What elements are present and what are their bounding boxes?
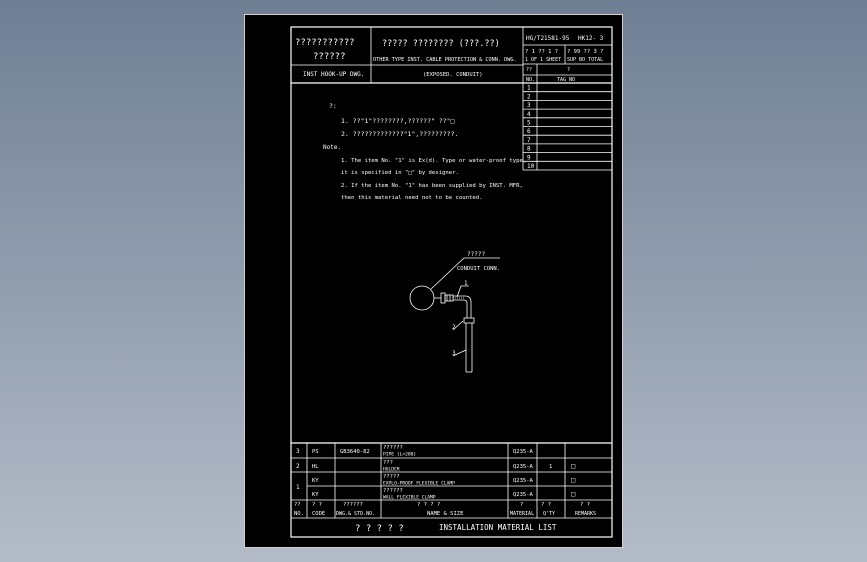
notes-cn-item-2: 2. ?????????????"1",?????????. xyxy=(341,130,459,138)
conduit-diagram xyxy=(410,251,500,372)
callout-cn: ????? xyxy=(467,251,486,258)
notes-en-heading: Note. xyxy=(323,144,342,151)
notes-cn-heading: ?: xyxy=(329,102,337,110)
bom-footer-en: INSTALLATION MATERIAL LIST xyxy=(439,523,557,532)
bom-row-remark: □ xyxy=(571,462,576,470)
drawing-number: HG/T21581-95 xyxy=(526,35,570,42)
bom-row-name-cn: ?????? xyxy=(383,445,403,451)
bom-head-code: CODE xyxy=(312,511,326,517)
notes-en-item-1b: it is specified in "□" by designer. xyxy=(341,170,459,176)
bom-row-no: 1 xyxy=(296,484,300,491)
bom-head-name-cn: ? ? ? ? xyxy=(417,502,441,508)
cad-drawing xyxy=(245,15,624,549)
title-left-mid: ?????? xyxy=(313,52,346,62)
bom-row-remark: □ xyxy=(571,476,576,484)
tag-header-no: NO. xyxy=(526,77,536,83)
bom-head-code-cn: ? ? xyxy=(312,502,322,508)
bom-footer-cn: ? ? ? ? ? xyxy=(355,524,404,534)
bom-head-rem: REMARKS xyxy=(575,511,597,517)
bom-head-rem-cn: ? ? xyxy=(580,502,590,508)
sheet-reference: HK12- 3 xyxy=(578,35,604,42)
bom-row-material: Q235-A xyxy=(513,492,533,498)
bom-row-name-cn: ????? xyxy=(383,474,400,480)
bom-head-name: NAME & SIZE xyxy=(427,511,464,517)
page-count-en: SUP BO TOTAL xyxy=(567,57,604,63)
notes-cn-item-1: 1. ??"1"????????,??????" ??"□ xyxy=(341,117,455,125)
bom-row-code: KY xyxy=(312,492,319,498)
bom-head-std-cn: ?????? xyxy=(343,502,363,508)
instrument-circle xyxy=(410,286,434,310)
bom-row-name-en: WALL FLEXIBLE CLAMP xyxy=(383,495,436,501)
sheet-count-en: 1 OF 1 SHEET xyxy=(525,57,562,63)
bom-row-std: GB3640-82 xyxy=(340,449,370,455)
tag-row-number: 3 xyxy=(527,102,531,110)
bom-head-no-cn: ?? xyxy=(294,502,301,508)
sheet-count-cn: ? 1 ?? 1 ? xyxy=(525,49,559,55)
notes-section xyxy=(323,102,526,201)
material-list-table xyxy=(291,443,612,534)
bom-head-qty: Q'TY xyxy=(543,511,556,517)
title-left-top: ??????????? xyxy=(295,38,355,48)
bom-head-mat-cn: ? xyxy=(520,502,524,508)
item-label-3: 3 xyxy=(452,350,456,357)
tag-header-tag-cn: ? xyxy=(567,67,571,73)
page-count-cn: ? 99 ?? 3 ? xyxy=(567,49,604,55)
bom-row-name-en: EXPLO-PROOF FLEXIBLE CLAMP xyxy=(383,481,455,487)
bom-row-name-cn: ??? xyxy=(383,460,393,466)
drawing-sheet xyxy=(244,14,623,548)
bom-head-mat: MATERIAL xyxy=(510,511,535,517)
bom-row-name-en: PIPE (L=200) xyxy=(383,452,417,458)
bom-head-no: NO. xyxy=(294,511,304,517)
title-center-top: ????? ???????? (???.??) xyxy=(382,39,500,49)
bom-row-name-en: HOLDER xyxy=(383,467,400,473)
item-label-1: 1 xyxy=(464,280,468,287)
tag-row-number: 2 xyxy=(527,93,531,101)
bom-row-code: PS xyxy=(312,449,319,455)
tag-row-number: 9 xyxy=(527,154,531,162)
notes-en-item-2a: 2. If the item No. "1" has been supplied by INST. MFR, xyxy=(341,183,523,189)
bom-head-qty-cn: ? ? xyxy=(541,502,551,508)
tag-row-number: 6 xyxy=(527,128,531,136)
tag-row-number: 5 xyxy=(527,119,531,127)
bom-row-material: Q235-A xyxy=(513,464,533,470)
tag-row-number: 8 xyxy=(527,145,531,153)
tag-row-number: 7 xyxy=(527,136,531,144)
title-left-bottom: INST HOOK-UP DWG. xyxy=(303,71,365,78)
bom-row-qty: 1 xyxy=(549,464,553,470)
tag-table xyxy=(523,64,612,170)
item-label-2: 2 xyxy=(452,324,456,331)
tag-row-number: 10 xyxy=(527,163,535,170)
tag-row-number: 1 xyxy=(527,84,531,92)
tag-header-tag: TAG NO xyxy=(557,77,576,83)
bom-row-no: 3 xyxy=(296,448,300,455)
notes-en-item-1a: 1. The item No. "1" is Ex(d). Type or water-proof type, xyxy=(341,158,527,164)
bom-head-std: DWG.& STD.NO. xyxy=(336,511,376,517)
callout-en: CONDUIT CONN. xyxy=(457,266,501,272)
inner-frame xyxy=(291,27,612,537)
bom-row-material: Q235-A xyxy=(513,478,533,484)
bom-row-code: HL xyxy=(312,464,319,470)
title-center-bottom: (EXPOSED. CONDUIT) xyxy=(423,72,483,78)
title-center-mid: OTHER TYPE INST. CABLE PROTECTION & CONN. DWG. xyxy=(373,57,517,63)
bom-row-material: Q235-A xyxy=(513,449,533,455)
bom-row-name-cn: ?????? xyxy=(383,488,403,494)
bom-row-no: 2 xyxy=(296,463,300,470)
tag-row-number: 4 xyxy=(527,110,531,118)
bom-row-code: KY xyxy=(312,478,319,484)
bom-row-remark: □ xyxy=(571,490,576,498)
tag-header-no-cn: ?? xyxy=(526,67,533,73)
notes-en-item-2b: then this material need not to be counted. xyxy=(341,195,483,201)
